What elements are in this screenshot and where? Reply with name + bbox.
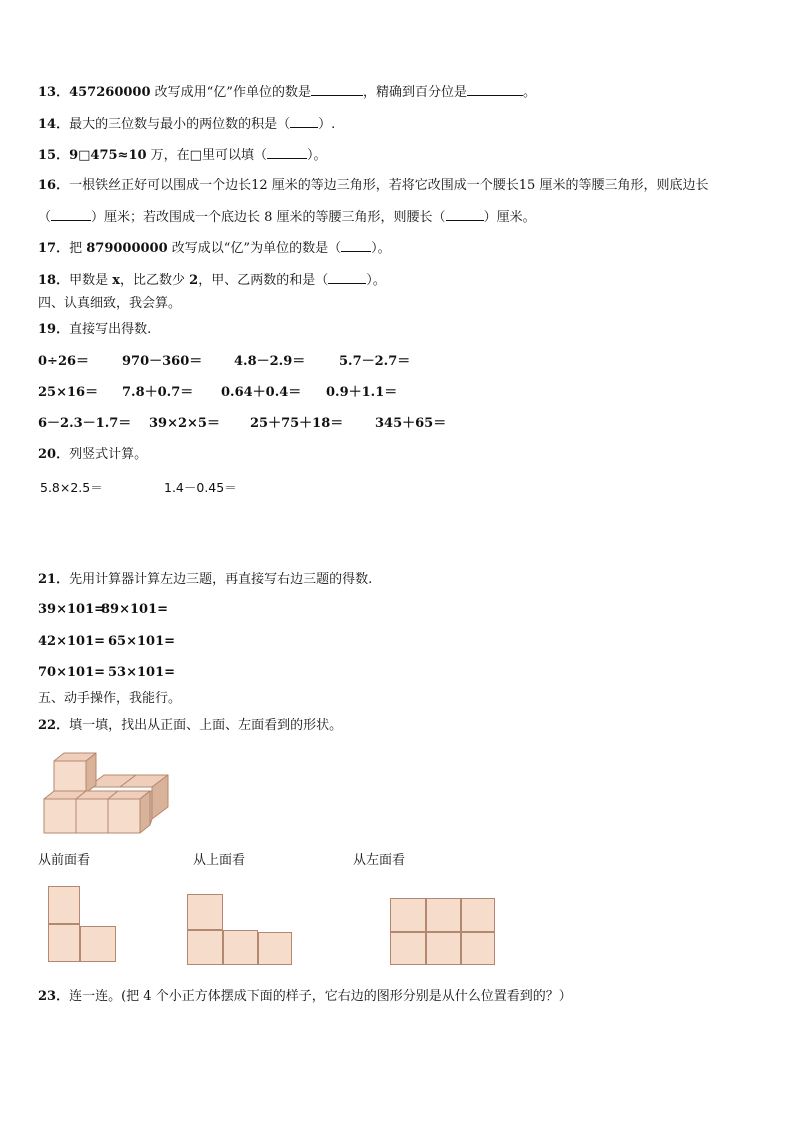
- q18-blank: [328, 270, 366, 284]
- q16-text-2: ）厘米；若改围成一个底边长 8 厘米的等腰三角形，则腰长（: [91, 210, 446, 225]
- question-20: [38, 446, 147, 464]
- q17-number: 17．: [38, 241, 70, 256]
- front-view-square: [48, 924, 80, 962]
- q14-end: ）.: [318, 117, 336, 132]
- q22-number: 22．: [38, 718, 70, 733]
- q21-expr: 39×101=: [38, 602, 106, 617]
- left-view-square: [461, 898, 495, 932]
- q19-expr: 4.8－2.9＝: [234, 354, 306, 369]
- question-17: [38, 238, 391, 258]
- q22-title: 填一填，找出从正面、上面、左面看到的形状。: [69, 718, 343, 733]
- q17-end: ）。: [371, 241, 391, 256]
- left-view-square: [390, 932, 426, 965]
- left-view-square: [426, 898, 461, 932]
- top-view-square: [223, 930, 258, 965]
- q20-expr-2: 1.4－0.45＝: [164, 480, 237, 495]
- q21-expr: 89×101=: [101, 602, 169, 617]
- q15-expression: 9□475≈10: [69, 148, 147, 163]
- top-view-square: [258, 932, 292, 965]
- q13-number-value: 457260000: [69, 85, 151, 100]
- q19-expr: 970－360＝: [122, 354, 203, 369]
- q20-number: 20．: [38, 447, 70, 462]
- q21-expr: 65×101=: [108, 634, 176, 649]
- q13-end: 。: [522, 85, 536, 100]
- front-view-square: [80, 926, 116, 962]
- q19-expr: 0.64＋0.4＝: [221, 385, 302, 400]
- q17-text-a: 把: [69, 241, 87, 256]
- question-18: [38, 270, 386, 290]
- top-view-square: [187, 930, 223, 965]
- left-view-square: [461, 932, 495, 965]
- q19-expr: 39×2×5＝: [149, 416, 220, 431]
- section-5-heading: 五、动手操作，我能行。: [38, 691, 182, 706]
- q16-blank-2: [446, 207, 484, 221]
- q17-text-b: 改写成以“亿”为单位的数是（: [167, 241, 342, 256]
- q15-blank: [267, 145, 307, 159]
- q13-blank-2: [467, 82, 523, 96]
- question-21: [38, 571, 372, 589]
- question-13: [38, 82, 536, 102]
- q14-number: 14．: [38, 117, 70, 132]
- front-view-square: [48, 886, 80, 924]
- question-22: [38, 717, 342, 735]
- q20-expr-1: 5.8×2.5＝: [40, 480, 103, 495]
- q19-number: 19．: [38, 322, 70, 337]
- q21-expr: 42×101=: [38, 634, 106, 649]
- question-16-line-1: [38, 177, 708, 195]
- q13-text: 改写成用“亿”作单位的数是: [150, 85, 311, 100]
- q19-expr: 0÷26＝: [38, 354, 90, 369]
- label-left-view: 从左面看: [353, 853, 406, 868]
- q18-number: 18．: [38, 273, 70, 288]
- q13-number: 13．: [38, 85, 70, 100]
- question-16-line-2: [38, 207, 536, 227]
- q19-expr: 6－2.3－1.7＝: [38, 416, 132, 431]
- label-top-view: 从上面看: [193, 853, 246, 868]
- q19-expr: 25＋75＋18＝: [250, 416, 344, 431]
- q16-end: ）厘米。: [483, 210, 536, 225]
- q13-text-2: ，精确到百分位是: [362, 85, 467, 100]
- left-view-square: [426, 932, 461, 965]
- q14-text: 最大的三位数与最小的两位数的积是（: [69, 117, 291, 132]
- q19-expr: 0.9＋1.1＝: [326, 385, 398, 400]
- q18-text-a: 甲数是: [69, 273, 113, 288]
- q15-text: 万，在□里可以填（: [146, 148, 267, 163]
- q21-number: 21．: [38, 572, 70, 587]
- q21-title: 先用计算器计算左边三题，再直接写右边三题的得数.: [69, 572, 373, 587]
- q18-text-b: ，比乙数少: [120, 273, 190, 288]
- q16-open: （: [38, 210, 52, 225]
- q16-number: 16．: [38, 178, 70, 193]
- left-view-square: [390, 898, 426, 932]
- q20-title: 列竖式计算。: [69, 447, 148, 462]
- q18-x: x: [112, 273, 120, 288]
- q18-text-c: ，甲、乙两数的和是（: [198, 273, 329, 288]
- q21-expr: 70×101=: [38, 665, 106, 680]
- q19-expr: 345＋65＝: [375, 416, 447, 431]
- question-15: [38, 145, 326, 165]
- question-19: [38, 321, 151, 339]
- cube-stack-figure: [40, 745, 180, 845]
- top-view-square: [187, 894, 223, 930]
- q16-blank-1: [51, 207, 91, 221]
- q19-expr: 5.7－2.7＝: [339, 354, 411, 369]
- q17-blank: [341, 238, 371, 252]
- q23-title: 连一连。(把 4 个小正方体摆成下面的样子，它右边的图形分别是从什么位置看到的？）: [69, 989, 572, 1004]
- q23-number: 23．: [38, 989, 70, 1004]
- section-4-heading: 四、认真细致，我会算。: [38, 296, 182, 311]
- q13-blank-1: [311, 82, 363, 96]
- q17-value: 879000000: [86, 241, 168, 256]
- question-14: [38, 114, 335, 134]
- question-23: [38, 988, 572, 1006]
- q16-text-1: 一根铁丝正好可以围成一个边长12 厘米的等边三角形，若将它改围成一个腰长15 厘米的等腰三角形，则底边长: [69, 178, 709, 193]
- q15-end: ）。: [306, 148, 327, 163]
- q21-expr: 53×101=: [108, 665, 176, 680]
- q19-title: 直接写出得数.: [69, 322, 152, 337]
- q14-blank: [290, 114, 318, 128]
- q18-two: 2: [189, 273, 199, 288]
- label-front-view: 从前面看: [38, 853, 91, 868]
- q15-number: 15．: [38, 148, 70, 163]
- q18-end: ）。: [366, 273, 386, 288]
- q19-expr: 25×16＝: [38, 385, 99, 400]
- q19-expr: 7.8＋0.7＝: [122, 385, 194, 400]
